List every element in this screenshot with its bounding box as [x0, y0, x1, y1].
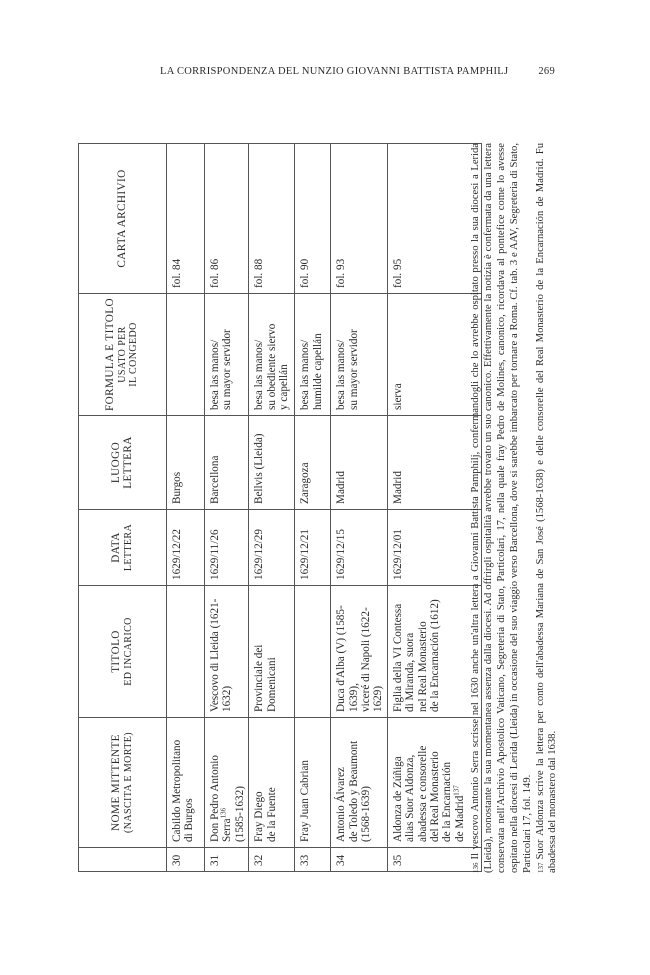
cell-sender: [205, 718, 249, 848]
cell-place: Bellvis (Lleida): [249, 416, 295, 510]
cell-formula-line: humilde capellán: [311, 333, 324, 410]
cell-sender: [331, 718, 388, 848]
cell-sender-line: del Real Monasterio: [429, 751, 442, 842]
cell-place: Barcellona: [205, 416, 249, 510]
letters-table: [78, 143, 482, 872]
cell-date: 1629/12/15: [331, 510, 388, 586]
cell-formula: [249, 294, 295, 416]
table-body: [167, 144, 482, 872]
footnote-ref: 137: [452, 785, 461, 796]
table-row: [205, 144, 249, 872]
table-row: [249, 144, 295, 872]
cell-sender-line: (1585-1632): [233, 786, 246, 842]
cell-sender-line: alias Suor Aldonza,: [404, 754, 417, 842]
cell-archive: fol. 86: [205, 144, 249, 294]
letters-table-rotated: [78, 144, 466, 872]
cell-date: 1629/12/21: [295, 510, 331, 586]
footnote-136: [470, 143, 535, 873]
header-number: [79, 848, 167, 872]
cell-sender: [387, 718, 481, 848]
header-title: TITOLO ED INCARICO: [79, 586, 167, 718]
cell-formula: [167, 294, 205, 416]
cell-number: 34: [331, 848, 388, 872]
cell-date: 1629/12/01: [387, 510, 481, 586]
cell-title-line: di Miranda, suora: [404, 632, 417, 712]
cell-title-line: viceré di Napoli (1622-1629): [360, 607, 385, 712]
cell-sender-line: Fray Diego: [253, 791, 266, 842]
header-date: DATA LETTERA: [79, 510, 167, 586]
cell-sender-line: Antonio Álvarez: [335, 767, 348, 842]
cell-sender-line: Cabildo Metropolitano: [171, 739, 183, 842]
table-row: [331, 144, 388, 872]
footnote-number: 136: [472, 862, 480, 873]
page-number: 269: [538, 66, 555, 77]
cell-date: 1629/12/29: [249, 510, 295, 586]
cell-archive: fol. 93: [331, 144, 388, 294]
cell-title: [331, 586, 388, 718]
table-row: [295, 144, 331, 872]
cell-number: 31: [205, 848, 249, 872]
cell-number: 33: [295, 848, 331, 872]
cell-formula: [331, 294, 388, 416]
cell-title-line: nel Real Monasterio: [416, 621, 429, 712]
footnote-text: Suor Aldonza scrive la lettera per conto dell'abadessa Mariana de San José (1568-1638) e delle consorelle del Real Monasterio de la Encarnación de Madrid. Fu abadessa del monastero dal 1638.: [534, 143, 559, 873]
cell-title-line: Vescovo di Lleida (1621-1632): [209, 598, 234, 712]
cell-title-line: Figlia della VI Contessa: [391, 603, 404, 712]
header-formula: FORMULA E TITOLO USATO PER IL CONGEDO: [79, 294, 167, 416]
header-archive: CARTA ARCHIVIO: [79, 144, 167, 294]
cell-sender: [295, 718, 331, 848]
table-row: [167, 144, 205, 872]
cell-sender-line: Fray Juan Cabrian: [299, 759, 312, 842]
cell-place: Madrid: [331, 416, 388, 510]
cell-sender-line: abadessa e consorelle: [416, 745, 429, 842]
cell-sender-line: de Toledo y Beaumont: [347, 740, 360, 842]
header-place: LUOGO LETTERA: [79, 416, 167, 510]
cell-sender-line: di Burgos: [183, 798, 196, 842]
cell-date: 1629/12/22: [167, 510, 205, 586]
cell-formula-line: besa las manos/: [335, 339, 348, 410]
cell-formula-line: y capellán: [278, 364, 291, 410]
cell-formula-line: su mayor servidor: [347, 329, 360, 410]
cell-sender: [249, 718, 295, 848]
cell-formula-line: besa las manos/: [253, 339, 266, 410]
cell-number: 30: [167, 848, 205, 872]
cell-archive: fol. 84: [167, 144, 205, 294]
footnote-ref: 136: [219, 807, 228, 819]
cell-title: [167, 586, 205, 718]
cell-formula: [295, 294, 331, 416]
header-sender: NOME MITTENTE (NASCITA E MORTE): [79, 718, 167, 848]
footnote-number: 137: [536, 862, 545, 873]
cell-number: 32: [249, 848, 295, 872]
cell-sender-line: (1568-1639): [360, 786, 373, 842]
cell-place: Burgos: [167, 416, 205, 510]
cell-place: Madrid: [387, 416, 481, 510]
cell-formula-line: besa las manos/: [299, 339, 312, 410]
cell-title-line: Provinciale dei Domenicani: [253, 644, 278, 712]
cell-archive: fol. 88: [249, 144, 295, 294]
cell-title: [249, 586, 295, 718]
cell-formula-line: su obediente siervo: [265, 323, 278, 410]
cell-archive: fol. 90: [295, 144, 331, 294]
footnotes: [470, 143, 570, 873]
cell-sender: [167, 718, 205, 848]
table-row: [387, 144, 481, 872]
cell-date: 1629/11/26: [205, 510, 249, 586]
cell-title: [387, 586, 481, 718]
footnote-137: [535, 143, 561, 873]
cell-title: [295, 586, 331, 718]
footnote-text: Il vescovo Antonio Serra scrisse nel 1630 anche un'altra lettera a Giovanni Battista Pamphilj, confermandogli che lo avrebbe ospitato presso la sua diocesi a Lerida (Lleida), nonostante la sua momentanea assenza dalla diocesi. Ad offrirgli ospitalità avrebbe trovato un suo canonico. Effettivamente la notizia è confermata da una lettera conservata nell'Archivio Apostolico Vaticano, Segreteria di Stato, Particolari, 17, nella quale fray Pedro de Molines, canonico, ricordava al pontefice come lo avesse ospitato nella diocesi di Lerida (Lleida) in occasione del suo viaggio verso Barcellona, dove si sarebbe imbarcato per tornare a Roma. Cf. tab. 3 e AAV, Segreteria di Stato, Particolari 17, fol. 149.: [470, 143, 533, 873]
running-head-title: LA CORRISPONDENZA DEL NUNZIO GIOVANNI BATTISTA PAMPHILJ: [160, 66, 509, 77]
cell-formula: [205, 294, 249, 416]
cell-formula-line: besa las manos/: [209, 339, 221, 410]
cell-formula-line: su mayor servidor: [221, 329, 234, 410]
cell-title-line: de la Encarnación (1612): [429, 599, 442, 712]
cell-formula-line: sierva: [391, 383, 404, 410]
cell-sender-line: de la Encarnación: [441, 761, 454, 842]
cell-sender-line: Don Pedro Antonio Serra: [209, 754, 234, 842]
cell-sender-line: de la Fuente: [265, 787, 278, 842]
cell-title-line: Duca d'Alba (V) (1585-1639),: [335, 605, 360, 712]
cell-sender-line: Aldonza de Zúñiga: [391, 756, 404, 842]
cell-archive: fol. 95: [387, 144, 481, 294]
cell-place: Zaragoza: [295, 416, 331, 510]
cell-sender-line: de Madrid: [453, 795, 466, 842]
cell-title: [205, 586, 249, 718]
cell-number: 35: [387, 848, 481, 872]
cell-formula: [387, 294, 481, 416]
